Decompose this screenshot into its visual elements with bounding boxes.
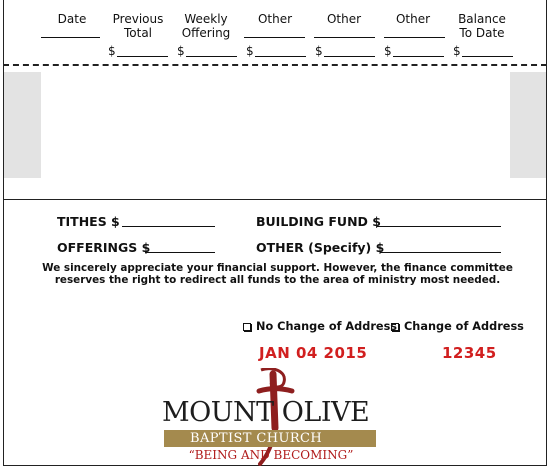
no-change-of-address-option[interactable] [243, 320, 397, 333]
other-2-label-blank[interactable] [314, 37, 375, 38]
logo-wordmark: MOUNT OLIVE [162, 397, 370, 428]
envelope-number: 12345 [442, 344, 497, 362]
no-change-checkbox[interactable] [243, 323, 251, 331]
weekly-offering-field[interactable] [186, 56, 237, 57]
tear-line [3, 64, 547, 66]
building-fund-field[interactable] [377, 226, 501, 227]
right-gray-panel [510, 72, 546, 178]
balance-to-date-field[interactable] [462, 56, 513, 57]
column-header-previous-total: Previous Total [112, 12, 164, 40]
weekly-offering-dollar-sign: $ [177, 44, 185, 58]
no-change-label: No Change of Address [256, 320, 398, 333]
column-header-weekly-offering: Weekly Offering [181, 12, 231, 40]
other-1-field[interactable] [255, 56, 306, 57]
other-3-field[interactable] [393, 56, 444, 57]
offerings-field[interactable] [145, 252, 215, 253]
column-header-date: Date [57, 12, 87, 26]
change-of-address-option[interactable] [391, 320, 524, 333]
previous-total-dollar-sign: $ [108, 44, 116, 58]
tithes-field[interactable] [122, 226, 215, 227]
column-header-balance-to-date: Balance To Date [458, 12, 506, 40]
date-blank[interactable] [41, 37, 100, 38]
column-header-other-1: Other [257, 12, 293, 26]
section-separator [3, 199, 547, 200]
envelope-date: JAN 04 2015 [259, 344, 368, 362]
other-1-label-blank[interactable] [244, 37, 305, 38]
column-header-other-2: Other [326, 12, 362, 26]
logo-subtitle: BAPTIST CHURCH [190, 431, 323, 446]
offerings-label: OFFERINGS $ [57, 240, 151, 255]
logo-tagline: “BEING AND BECOMING” [188, 448, 354, 462]
previous-total-field[interactable] [117, 56, 168, 57]
other-specify-label: OTHER (Specify) $ [256, 240, 385, 255]
building-fund-label: BUILDING FUND $ [256, 214, 381, 229]
change-label: Change of Address [404, 320, 524, 333]
column-header-other-3: Other [395, 12, 431, 26]
church-logo [160, 368, 385, 466]
tithes-label: TITHES $ [57, 214, 120, 229]
other-3-label-blank[interactable] [384, 37, 445, 38]
finance-note: We sincerely appreciate your financial support. However, the finance committee reserves the right to redirect all funds to the area of ministry most needed. [42, 262, 513, 286]
balance-dollar-sign: $ [453, 44, 461, 58]
other-specify-field[interactable] [380, 252, 501, 253]
other-3-dollar-sign: $ [384, 44, 392, 58]
other-2-field[interactable] [324, 56, 375, 57]
change-checkbox[interactable] [391, 323, 399, 331]
left-gray-panel [4, 72, 41, 178]
other-1-dollar-sign: $ [246, 44, 254, 58]
other-2-dollar-sign: $ [315, 44, 323, 58]
